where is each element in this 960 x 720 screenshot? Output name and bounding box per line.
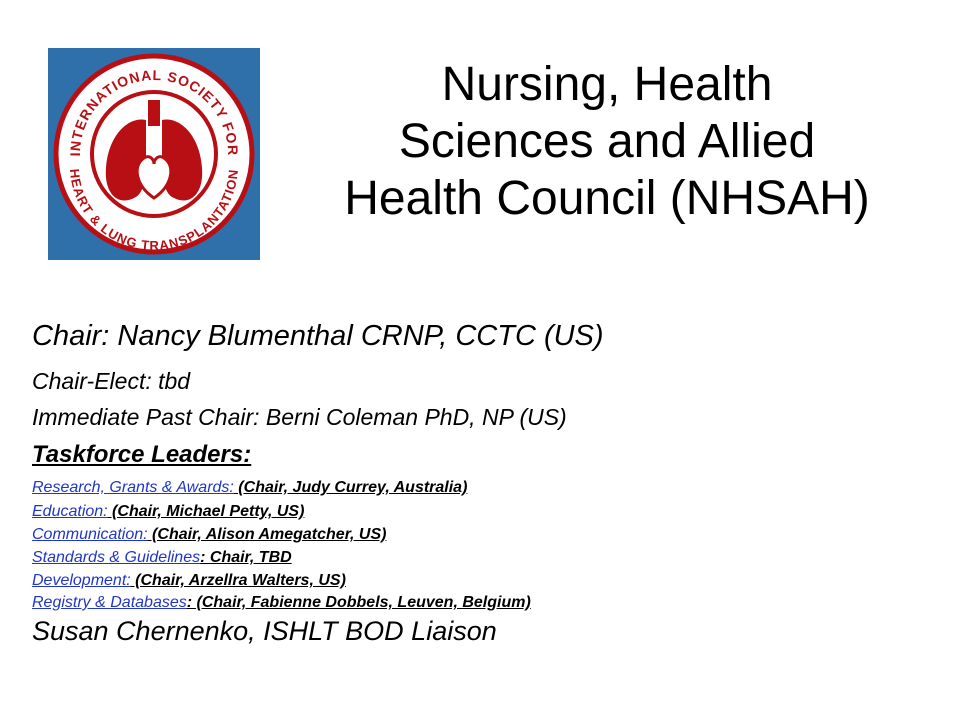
- taskforce-item-detail: (Chair, Michael Petty, US): [107, 503, 305, 520]
- development-link[interactable]: Development:: [32, 572, 131, 589]
- education-link[interactable]: Education:: [32, 503, 108, 520]
- title-line-1: Nursing, Health: [441, 58, 773, 111]
- chair-line: Chair: Nancy Blumenthal CRNP, CCTC (US): [32, 320, 604, 352]
- taskforce-item-research: [32, 479, 467, 497]
- page-title: [262, 56, 952, 227]
- bod-liaison-line: Susan Chernenko, ISHLT BOD Liaison: [32, 616, 497, 646]
- chair-elect-line: Chair-Elect: tbd: [32, 368, 191, 394]
- ishlt-logo: [48, 48, 260, 260]
- taskforce-item-education: [32, 503, 304, 521]
- logo-ring-top-text: INTERNATIONAL SOCIETY FOR: [66, 66, 242, 157]
- taskforce-item-standards: [32, 549, 292, 567]
- heart-lung-emblem-icon: [48, 48, 260, 260]
- standards-guidelines-link[interactable]: Standards & Guidelines: [32, 549, 201, 566]
- taskforce-item-development: [32, 572, 346, 590]
- taskforce-heading: Taskforce Leaders:: [32, 441, 252, 468]
- communication-link[interactable]: Communication:: [32, 526, 148, 543]
- taskforce-item-detail: : Chair, TBD: [200, 549, 292, 566]
- taskforce-item-detail: (Chair, Judy Currey, Australia): [233, 479, 468, 496]
- research-grants-awards-link[interactable]: Research, Grants & Awards:: [32, 479, 234, 496]
- title-line-2: Sciences and Allied: [398, 115, 816, 168]
- taskforce-item-detail: (Chair, Alison Amegatcher, US): [147, 526, 387, 543]
- past-chair-line: Immediate Past Chair: Berni Coleman PhD, NP (US): [32, 404, 567, 430]
- taskforce-item-communication: [32, 526, 386, 544]
- title-line-3: Health Council (NHSAH): [344, 172, 870, 225]
- taskforce-item-detail: : (Chair, Fabienne Dobbels, Leuven, Belgium): [186, 594, 531, 611]
- logo-ring-bottom-text: HEART & LUNG TRANSPLANTATION: [66, 168, 242, 254]
- registry-databases-link[interactable]: Registry & Databases: [32, 594, 187, 611]
- taskforce-item-registry: [32, 594, 531, 612]
- taskforce-item-detail: (Chair, Arzellra Walters, US): [130, 572, 346, 589]
